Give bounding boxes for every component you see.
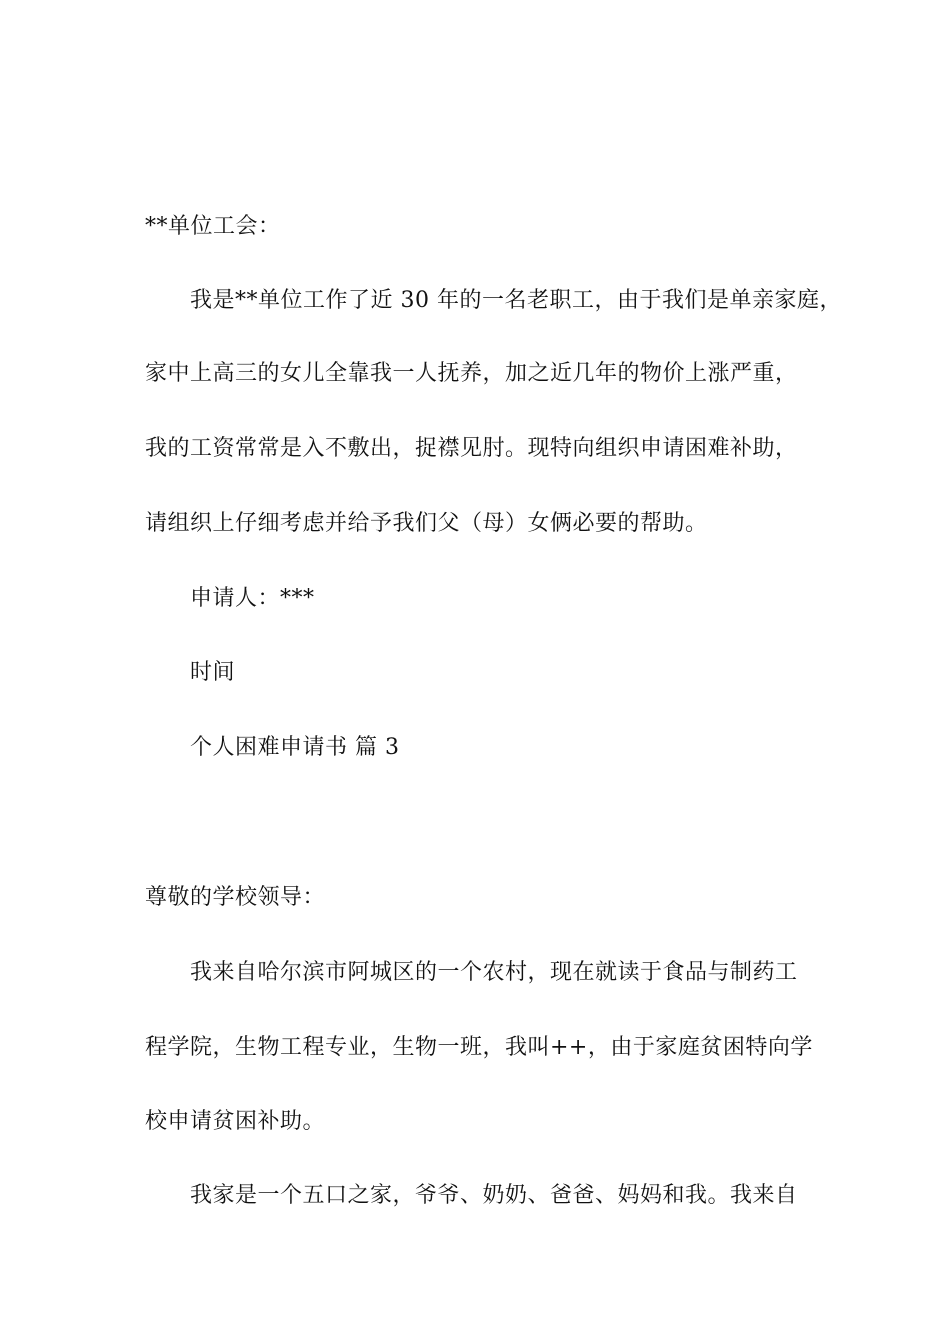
salutation-union: **单位工会： (145, 214, 281, 239)
body-line: 程学院，生物工程专业，生物一班，我叫++，由于家庭贫困特向学 (145, 1035, 813, 1060)
salutation-school: 尊敬的学校领导： (145, 885, 326, 910)
body-line: 家中上高三的女儿全靠我一人抚养，加之近几年的物价上涨严重， (145, 361, 798, 386)
section-heading: 个人困难申请书 篇 3 (190, 735, 400, 760)
date-line: 时间 (190, 660, 236, 685)
body-line: 我的工资常常是入不敷出，捉襟见肘。现特向组织申请困难补助， (145, 436, 798, 461)
body-line: 我家是一个五口之家，爷爷、奶奶、爸爸、妈妈和我。我来自 (190, 1183, 798, 1208)
applicant-line: 申请人：*** (190, 586, 315, 611)
body-line: 请组织上仔细考虑并给予我们父（母）女俩必要的帮助。 (145, 511, 708, 536)
body-line: 我来自哈尔滨市阿城区的一个农村，现在就读于食品与制药工 (190, 960, 798, 985)
body-line: 校申请贫困补助。 (145, 1109, 326, 1134)
body-line: 我是**单位工作了近 30 年的一名老职工，由于我们是单亲家庭， (190, 288, 842, 313)
